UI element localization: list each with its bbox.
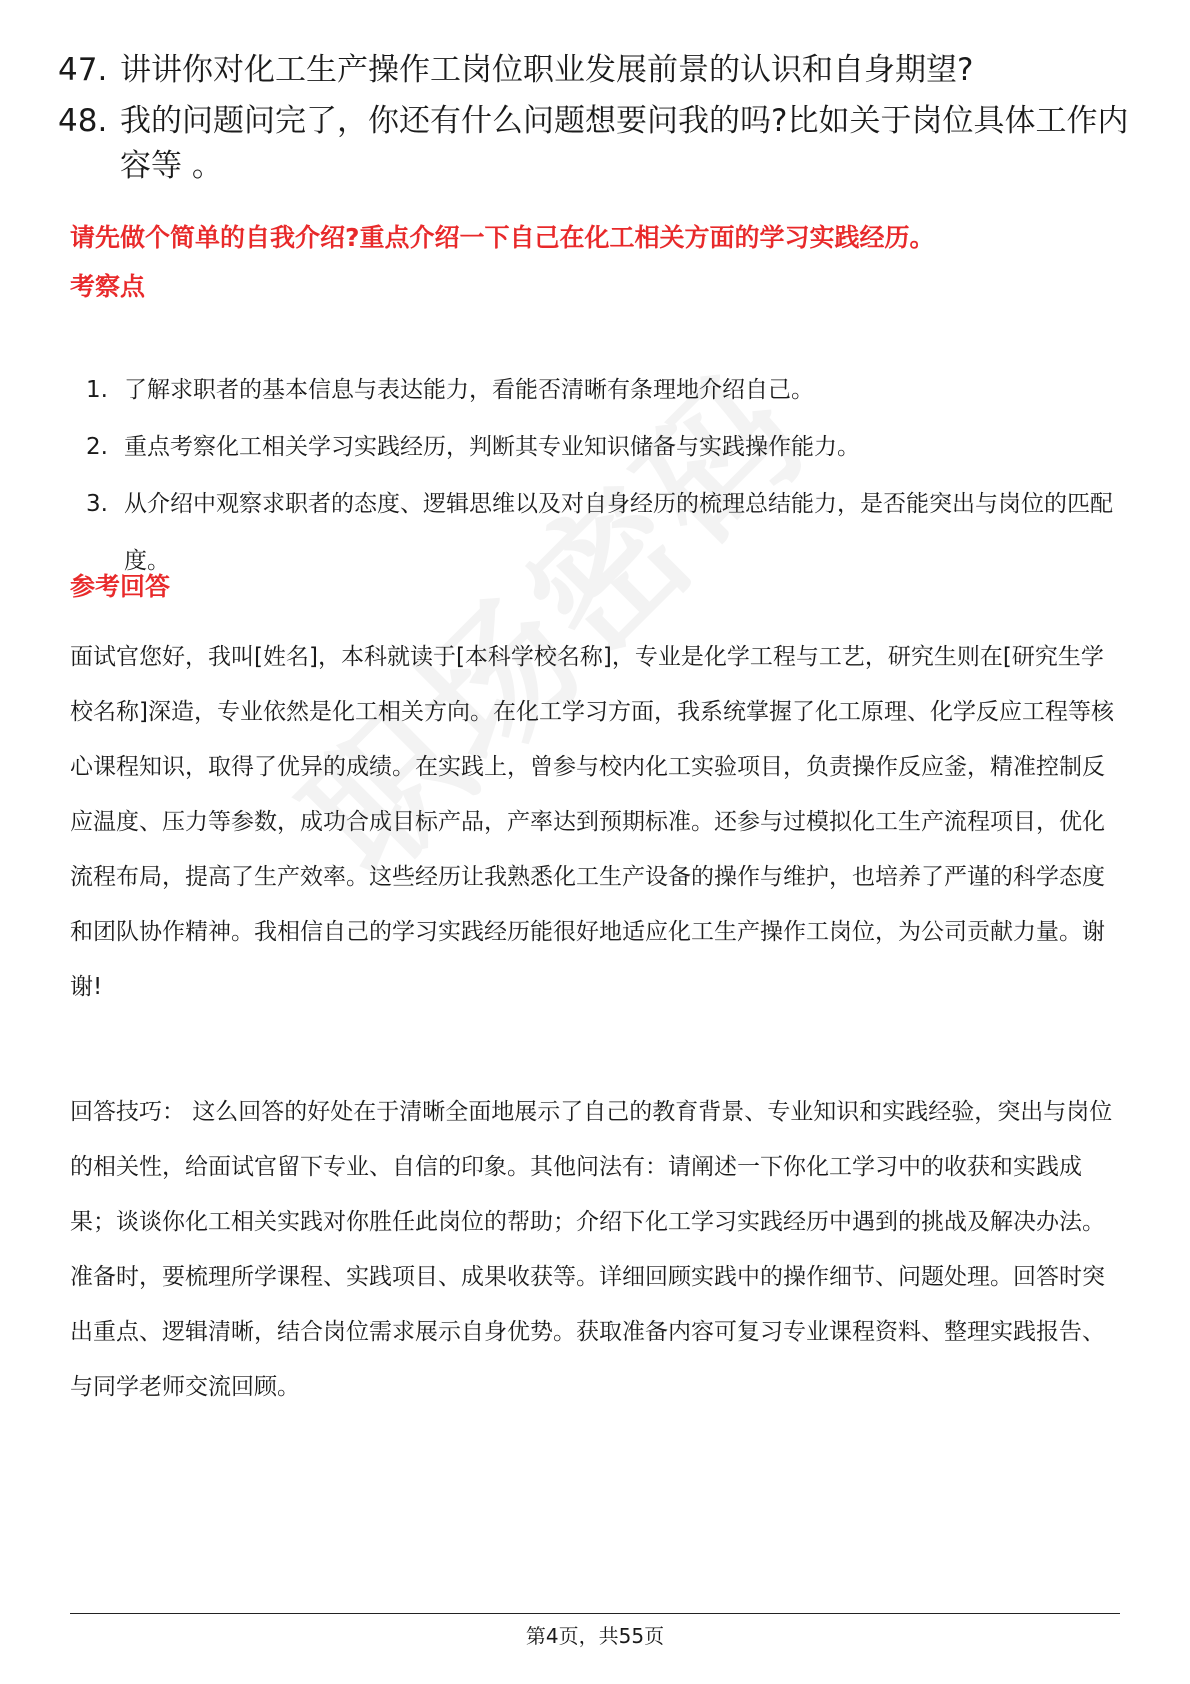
question-item <box>58 48 1138 93</box>
question-number: 48. <box>58 103 108 139</box>
featured-question: 请先做个简单的自我介绍?重点介绍一下自己在化工相关方面的学习实践经历。 <box>70 223 935 252</box>
point-number: 2. <box>86 434 108 460</box>
inspect-point <box>86 362 1116 419</box>
page-footer: 第4页，共55页 <box>525 1624 665 1648</box>
footer-divider <box>70 1613 1120 1614</box>
question-text: 我的问题问完了，你还有什么问题想要问我的吗?比如关于岗位具体工作内容等 。 <box>120 103 1129 184</box>
inspect-heading: 考察点 <box>70 272 146 301</box>
question-text: 讲讲你对化工生产操作工岗位职业发展前景的认识和自身期望? <box>120 52 974 88</box>
question-number: 47. <box>58 52 108 88</box>
tips-paragraph: 回答技巧： 这么回答的好处在于清晰全面地展示了自己的教育背景、专业知识和实践经验，突出与岗位的相关性，给面试官留下专业、自信的印象。其他问法有：请阐述一下你化工学习中的收获和实践成果；谈谈你化工相关实践对你胜任此岗位的帮助；介绍下化工学习实践经历中遇到的挑战及解决办法。准备时，要梳理所学课程、实践项目、成果收获等。详细回顾实践中的操作细节、问题处理。回答时突出重点、逻辑清晰，结合岗位需求展示自身优势。获取准备内容可复习专业课程资料、整理实践报告、与同学老师交流回顾。 <box>70 1099 1113 1400</box>
inspect-point <box>86 419 1116 476</box>
inspect-points <box>86 362 1116 590</box>
point-number: 1. <box>86 377 108 403</box>
point-text: 了解求职者的基本信息与表达能力，看能否清晰有条理地介绍自己。 <box>124 377 814 403</box>
answer-heading: 参考回答 <box>70 572 171 601</box>
inspect-point <box>86 476 1116 590</box>
question-list <box>58 48 1138 195</box>
point-text: 重点考察化工相关学习实践经历，判断其专业知识储备与实践操作能力。 <box>124 434 860 460</box>
answer-paragraph: 面试官您好，我叫[姓名]，本科就读于[本科学校名称]，专业是化学工程与工艺，研究生则在[研究生学校名称]深造，专业依然是化工相关方向。在化工学习方面，我系统掌握了化工原理、化学反应工程等核心课程知识，取得了优异的成绩。在实践上，曾参与校内化工实验项目，负责操作反应釜，精准控制反应温度、压力等参数，成功合成目标产品，产率达到预期标准。还参与过模拟化工生产流程项目，优化流程布局，提高了生产效率。这些经历让我熟悉化工生产设备的操作与维护，也培养了严谨的科学态度和团队协作精神。我相信自己的学习实践经历能很好地适应化工生产操作工岗位，为公司贡献力量。谢谢! <box>70 644 1114 1000</box>
point-number: 3. <box>86 491 108 517</box>
question-item <box>58 99 1138 189</box>
point-text: 从介绍中观察求职者的态度、逻辑思维以及对自身经历的梳理总结能力，是否能突出与岗位的匹配度。 <box>124 491 1113 574</box>
